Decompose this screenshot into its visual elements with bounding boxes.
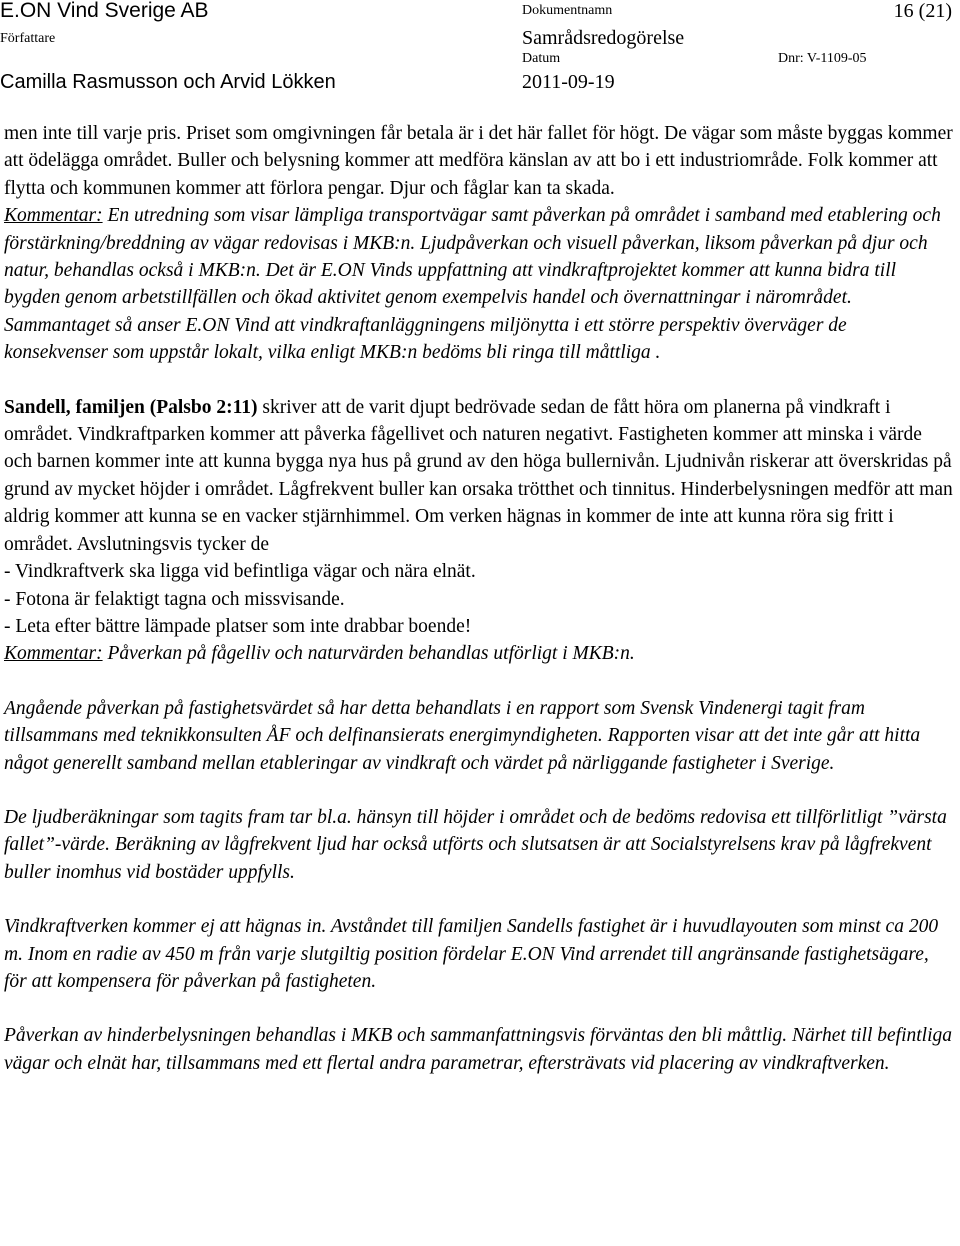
document-title: Samrådsredogörelse	[522, 27, 685, 49]
paragraph: Angående påverkan på fastighetsvärdet så har detta behandlats i en rapport som Svensk Vindenergi tagit fram tillsammans med teknikkonsulten ÅF och delfinansierats energimyndigheten. Rapporten visar att det inte går att hitta något generellt samband mellan etableringar av vindkraft och värdet på närliggande fastigheter i Sverige.	[4, 697, 921, 774]
paragraph-gap	[4, 995, 954, 1022]
comment-paragraph	[4, 640, 954, 667]
author-label: Författare	[0, 31, 56, 46]
document-name-label: Dokumentnamn	[522, 3, 613, 18]
list-item: - Leta efter bättre lämpade platser som inte drabbar boende!	[4, 615, 472, 637]
page-number: 16 (21)	[893, 0, 952, 22]
paragraph-gap	[4, 367, 954, 394]
document-number: Dnr: V-1109-05	[778, 51, 867, 66]
list-item: - Fotona är felaktigt tagna och missvisande.	[4, 588, 345, 610]
paragraph: men inte till varje pris. Priset som omgivningen får betala är i det här fallet för högt. De vägar som måste byggas kommer att ödelägga området. Buller och belysning kommer att medföra känslan av att bo i ett industriområde. Folk kommer att flytta och kommunen kommer att förlora pengar. Djur och fåglar kan ta skada.	[4, 123, 953, 199]
list-item: - Vindkraftverk ska ligga vid befintliga vägar och nära elnät.	[4, 561, 476, 583]
respondent-name: Sandell, familjen (Palsbo 2:11)	[4, 396, 258, 418]
comment-text: En utredning som visar lämpliga transportvägar samt påverkan på området i samband med etablering och förstärkning/breddning av vägar redovisas i MKB:n. Ljudpåverkan och visuell påverkan, liksom påverkan på djur och natur, behandlas också i MKB:n. Det är E.ON Vinds uppfattning att vindkraftprojektet kommer att kunna bidra till bygden genom arbetstillfällen och ökad aktivitet genom exempelvis handel och övernattningar i närområdet. Sammantaget så anser E.ON Vind att vindkraftanläggningens miljönytta i ett större perspektiv överväger de konsekvenser som uppstår lokalt, vilka enligt MKB:n bedöms bli ringa till måttliga .	[4, 205, 941, 364]
paragraph: De ljudberäkningar som tagits fram tar bl.a. hänsyn till höjder i området och de bedöms redovisa ett tillförlitligt ”värsta fallet”-värde. Beräkning av lågfrekvent ljud har också utförts och slutsatsen är att Socialstyrelsens krav på lågfrekvent buller inomhus vid bostäder uppfylls.	[4, 806, 947, 883]
comment-label: Kommentar:	[4, 205, 103, 227]
paragraph: Vindkraftverken kommer ej att hägnas in. Avståndet till familjen Sandells fastighet är i huvudlayouten som minst ca 200 m. Inom en radie av 450 m från varje slutgiltig position fördelar E.ON Vind arrendet till angränsande fastighetsägare, för att kompensera för påverkan på fastigheten.	[4, 916, 939, 992]
paragraph-gap	[4, 668, 954, 695]
paragraph	[4, 394, 954, 558]
comment-paragraph	[4, 202, 954, 366]
comment-label: Kommentar:	[4, 643, 103, 665]
company-name: E.ON Vind Sverige AB	[0, 0, 209, 22]
paragraph-text: skriver att de varit djupt bedrövade sedan de fått höra om planerna på vindkraft i området. Vindkraftparken kommer att påverka fågellivet och naturen negativt. Fastigheten kommer att minska i värde och barnen kommer inte att kunna bygga nya hus på grund av den höga bullernivån. Ljudnivån riskerar att överskridas på grund av mycket höjder i området. Lågfrekvent buller kan orsaka trötthet och tinnitus. Hinderbelysningen medför att man aldrig kommer att kunna se en vacker stjärnhimmel. Om verken hägnas in kommer de inte att kunna röra sig fritt i området. Avslutningsvis tycker de	[4, 396, 953, 555]
date-label: Datum	[522, 51, 561, 66]
paragraph-gap	[4, 777, 954, 804]
paragraph: Påverkan av hinderbelysningen behandlas i MKB och sammanfattningsvis förväntas den bli måttlig. Närhet till befintliga vägar och elnät har, tillsammans med ett flertal andra parametrar, eftersträvats vid placering av vindkraftverken.	[4, 1025, 953, 1074]
paragraph-gap	[4, 886, 954, 913]
document-date: 2011-09-19	[522, 71, 615, 93]
authors: Camilla Rasmusson och Arvid Lökken	[0, 71, 336, 93]
document-body	[4, 120, 954, 1077]
comment-text: Påverkan på fågelliv och naturvärden behandlas utförligt i MKB:n.	[102, 643, 635, 665]
